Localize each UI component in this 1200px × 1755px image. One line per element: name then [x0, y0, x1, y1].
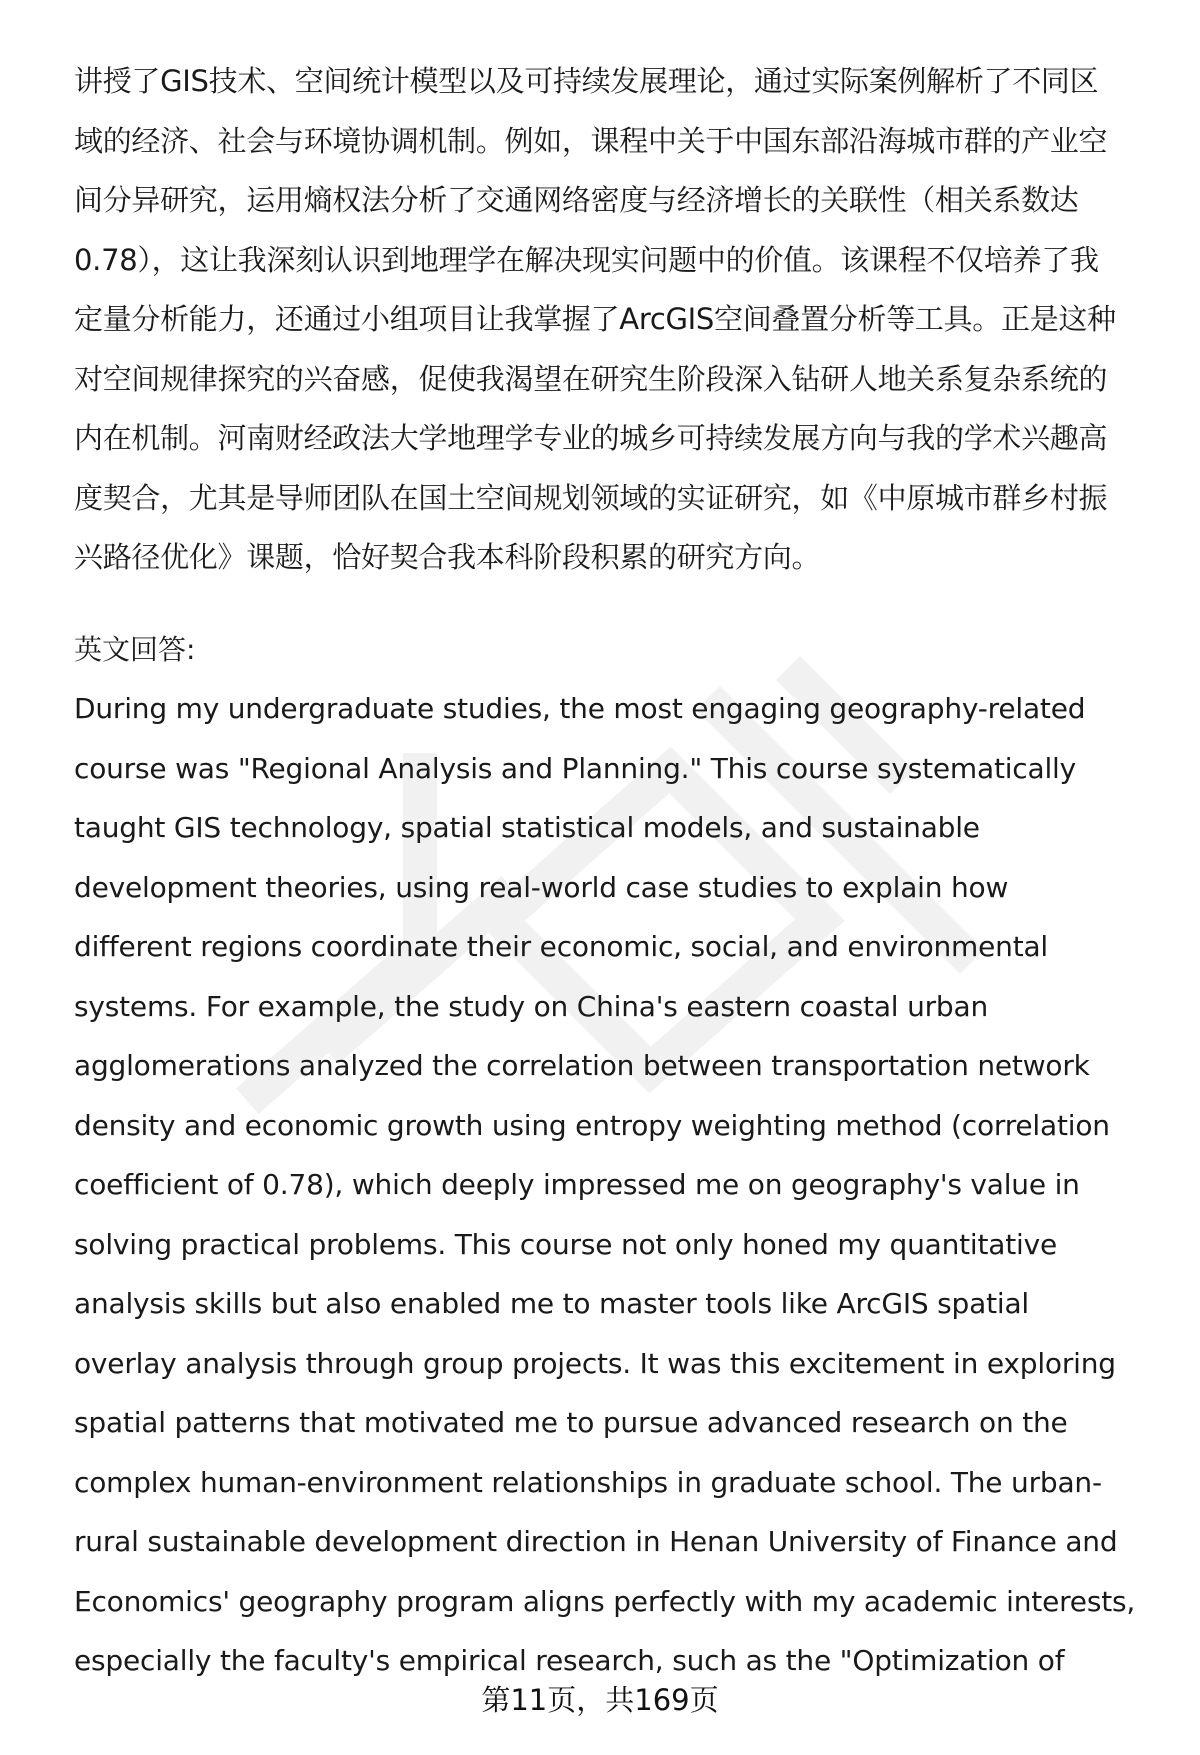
- en-line: agglomerations analyzed the correlation between transportation network: [74, 1049, 1090, 1082]
- english-answer-label: 英文回答:: [74, 632, 196, 666]
- cn-line: 间分异研究，运用熵权法分析了交通网络密度与经济增长的关联性（相关系数达: [74, 183, 1079, 217]
- en-line: Economics' geography program aligns perfectly with my academic interests,: [74, 1584, 1136, 1618]
- en-line: especially the faculty's empirical research, such as the "Optimization of: [74, 1644, 1065, 1677]
- en-line: taught GIS technology, spatial statistical models, and sustainable: [74, 811, 980, 844]
- en-line: systems. For example, the study on China's eastern coastal urban: [74, 989, 989, 1023]
- cn-line: 度契合，尤其是导师团队在国土空间规划领域的实证研究，如《中原城市群乡村振: [74, 480, 1108, 515]
- cn-line: 兴路径优化》课题，恰好契合我本科阶段积累的研究方向。: [74, 540, 821, 574]
- en-line: solving practical problems. This course not only honed my quantitative: [74, 1227, 1057, 1261]
- en-line: analysis skills but also enabled me to master tools like ArcGIS spatial: [74, 1287, 1029, 1320]
- en-line: different regions coordinate their economic, social, and environmental: [74, 930, 1049, 963]
- en-line: spatial patterns that motivated me to pursue advanced research on the: [74, 1406, 1068, 1439]
- en-line: coefficient of 0.78), which deeply impressed me on geography's value in: [74, 1168, 1080, 1201]
- en-line: rural sustainable development direction in Henan University of Finance and: [74, 1525, 1118, 1558]
- cn-line: 对空间规律探究的兴奋感，促使我渴望在研究生阶段深入钻研人地关系复杂系统的: [74, 361, 1108, 396]
- en-line: development theories, using real-world case studies to explain how: [74, 870, 1009, 904]
- cn-line: 内在机制。河南财经政法大学地理学专业的城乡可持续发展方向与我的学术兴趣高: [74, 421, 1108, 455]
- cn-line: 域的经济、社会与环境协调机制。例如，课程中关于中国东部沿海城市群的产业空: [74, 123, 1108, 158]
- cn-line: 0.78），这让我深刻认识到地理学在解决现实问题中的价值。该课程不仅培养了我: [74, 242, 1099, 277]
- document-page: [74, 52, 1154, 1691]
- en-line: complex human-environment relationships in graduate school. The urban-: [74, 1465, 1102, 1499]
- en-line: overlay analysis through group projects. It was this excitement in exploring: [74, 1346, 1116, 1380]
- cn-line: 讲授了GIS技术、空间统计模型以及可持续发展理论，通过实际案例解析了不同区: [74, 64, 1099, 98]
- en-line: course was "Regional Analysis and Planning." This course systematically: [74, 751, 1076, 785]
- en-line: During my undergraduate studies, the most engaging geography-related: [74, 692, 1086, 725]
- english-answer-paragraph: [74, 679, 1154, 1691]
- en-line: density and economic growth using entropy weighting method (correlation: [74, 1108, 1110, 1142]
- chinese-answer-paragraph: [74, 52, 1154, 588]
- page-number-footer: 第11页，共169页: [481, 1683, 719, 1717]
- cn-line: 定量分析能力，还通过小组项目让我掌握了ArcGIS空间叠置分析等工具。正是这种: [74, 302, 1116, 336]
